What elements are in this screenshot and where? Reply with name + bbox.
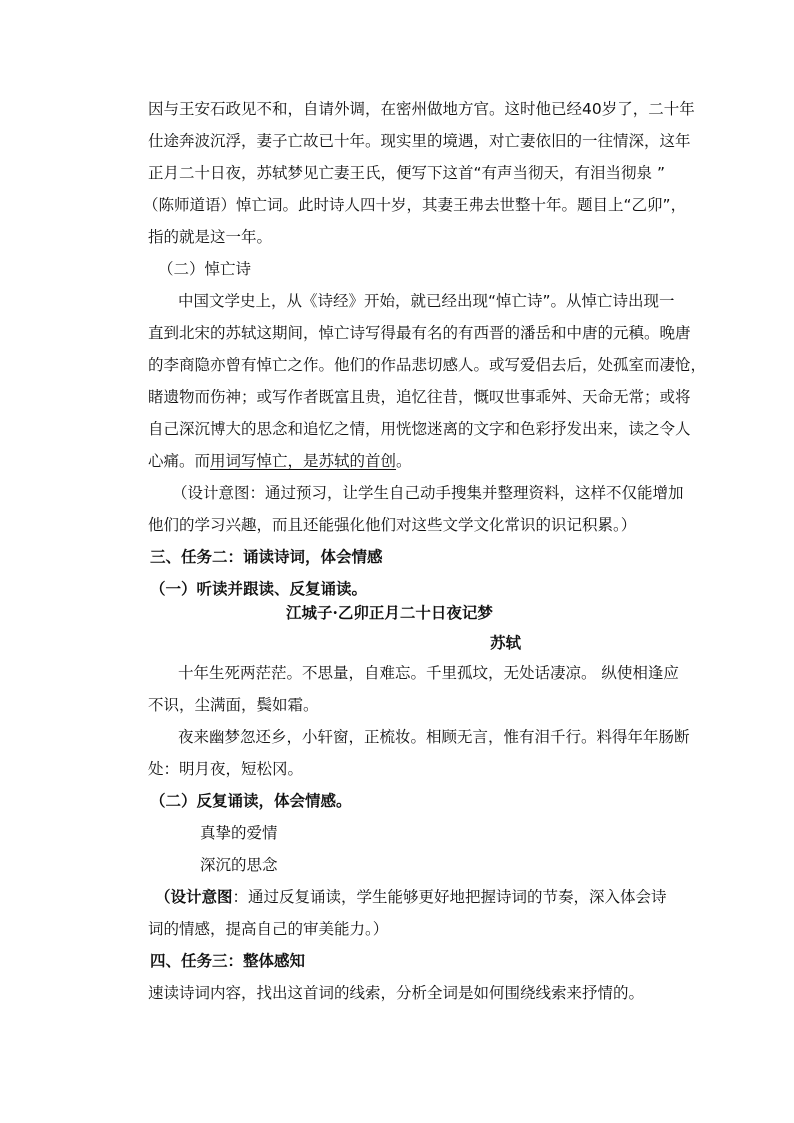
paragraph-line (148, 450, 794, 472)
section-heading: （二）悼亡诗 (158, 260, 252, 278)
design-intent-line: 词的情感，提高自己的审美能力。） (148, 920, 389, 938)
paragraph-line: 指的就是这一年。 (148, 228, 273, 246)
paragraph-line: （陈师道语）悼亡词。此时诗人四十岁，其妻王弗去世整十年。题目上“乙卯”， (143, 196, 687, 214)
task-heading: 四、任务三：整体感知 (150, 951, 306, 970)
poem-line: 十年生死两茫茫。不思量，自难忘。千里孤坟，无处话凄凉。 纵使相逢应 (178, 664, 679, 682)
design-intent-line: （设计意图：通过预习，让学生自己动手搜集并整理资料，这样不仅能增加 (172, 484, 684, 502)
task-subheading: （二）反复诵读，体会情感。 (150, 791, 352, 810)
poem-line: 夜来幽梦忽还乡，小轩窗，正梳妆。相顾无言，惟有泪千行。料得年年肠断 (178, 728, 690, 746)
design-intent-line: 他们的学习兴趣，而且还能强化他们对这些文学文化常识的识记积累。） (148, 516, 637, 534)
text-run: ：通过反复诵读，学生能够更好地把握诗词的节奏，深入体会诗 (232, 888, 667, 906)
paragraph-line: 睹遗物而伤神；或写作者既富且贵，追忆往昔，慨叹世事乖舛、天命无常；或将 (148, 388, 691, 406)
paragraph-line: 因与王安石政见不和，自请外调，在密州做地方官。这时他已经40岁了，二十年 (148, 100, 695, 118)
text-run: 心痛。而 (148, 452, 211, 470)
design-intent-label: （设计意图 (155, 887, 233, 906)
emotion-item: 深沉的思念 (200, 856, 278, 874)
underlined-text: 用词写悼亡，是苏轼的首创 (210, 452, 397, 470)
paragraph-line: 正月二十日夜，苏轼梦见亡妻王氏，便写下这首“有声当彻天，有泪当彻泉 ” (148, 164, 665, 182)
paragraph-line: 速读诗词内容，找出这首词的线索，分析全词是如何围绕线索来抒情的。 (148, 984, 645, 1002)
poem-author: 苏轼 (490, 633, 522, 652)
paragraph-line: 自己深沉博大的思念和追忆之情，用恍惚迷离的文字和色彩抒发出来，读之令人 (148, 420, 691, 438)
poem-line: 处：明月夜，短松冈。 (148, 760, 304, 778)
paragraph-line: 直到北宋的苏轼这期间，悼亡诗写得最有名的有西晋的潘岳和中唐的元稹。晚唐 (148, 324, 691, 342)
text-run: 。 (396, 452, 412, 470)
poem-title: 江城子·乙卯正月二十日夜记梦 (286, 603, 493, 622)
paragraph-line: 的李商隐亦曾有悼亡之作。他们的作品悲切感人。或写爱侣去后，处孤室而凄怆， (148, 356, 707, 374)
paragraph-line: 仕途奔波沉浮，妻子亡故已十年。现实里的境遇，对亡妻依旧的一往情深，这年 (148, 132, 691, 150)
poem-line: 不识，尘满面，鬓如霜。 (148, 696, 319, 714)
task-heading: 三、任务二：诵读诗词，体会情感 (150, 547, 383, 566)
design-intent-line (155, 886, 794, 908)
paragraph-line: 中国文学史上，从《诗经》开始，就已经出现“悼亡诗”。从悼亡诗出现一 (178, 292, 675, 310)
emotion-item: 真挚的爱情 (200, 824, 278, 842)
task-subheading: （一）听读并跟读、反复诵读。 (150, 579, 368, 598)
